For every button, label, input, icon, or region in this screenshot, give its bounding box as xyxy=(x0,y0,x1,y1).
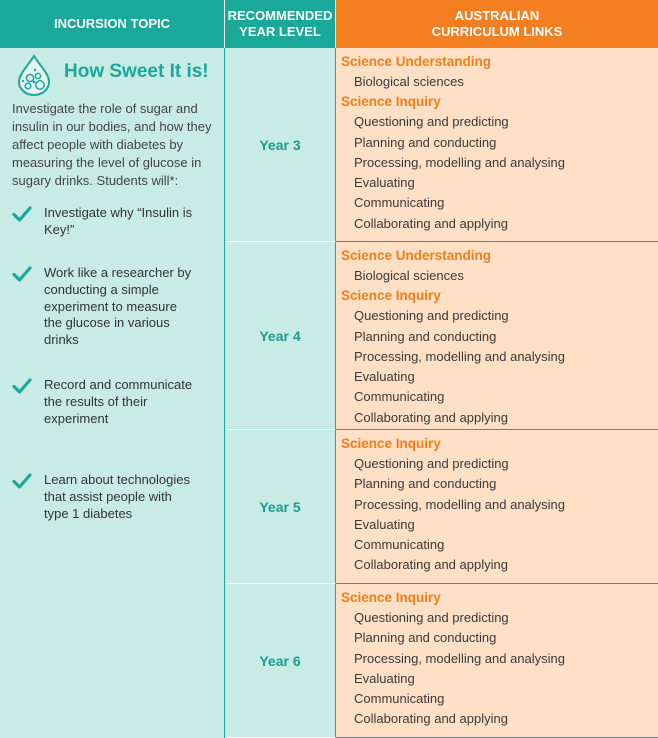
links-cell-4 xyxy=(336,242,658,430)
curriculum-item: Collaborating and applying xyxy=(354,711,508,727)
curriculum-item: Biological sciences xyxy=(354,268,464,283)
header-year-line2: YEAR LEVEL xyxy=(239,24,321,39)
links-cell-3 xyxy=(336,48,658,242)
year-cell-4 xyxy=(225,242,336,430)
curriculum-item: Collaborating and applying xyxy=(354,215,508,231)
curriculum-item: Questioning and predicting xyxy=(354,308,509,324)
bullet-text: Investigate why “Insulin is Key!” xyxy=(44,205,193,237)
curriculum-item: Communicating xyxy=(354,691,445,707)
curriculum-item: Evaluating xyxy=(354,670,415,686)
bullet-text: Work like a researcher by conducting a simple experiment to measure the glucose in various drinks xyxy=(44,265,192,348)
curriculum-item: Planning and conducting xyxy=(354,328,497,344)
section-heading-understanding: Science Understanding xyxy=(341,54,492,69)
checkmark-icon xyxy=(12,205,32,223)
curriculum-item: Planning and conducting xyxy=(354,476,497,492)
links-cell-6 xyxy=(336,584,658,738)
section-heading-inquiry: Science Inquiry xyxy=(341,436,441,451)
checkmark-icon xyxy=(12,472,32,490)
curriculum-item: Collaborating and applying xyxy=(354,409,508,425)
topic-title-row xyxy=(14,54,209,96)
curriculum-item: Processing, modelling and analysing xyxy=(354,154,566,170)
curriculum-item: Processing, modelling and analysing xyxy=(354,348,566,364)
year-cell-5 xyxy=(225,430,336,584)
section-heading-understanding: Science Understanding xyxy=(341,248,492,263)
curriculum-item: Evaluating xyxy=(354,516,415,532)
header-topic-label: INCURSION TOPIC xyxy=(53,16,171,31)
checkmark-icon xyxy=(12,377,32,395)
glucose-drop-icon xyxy=(14,54,54,96)
year-cell-6 xyxy=(225,584,336,738)
year-label: Year 4 xyxy=(259,327,301,344)
links-cell-5 xyxy=(336,430,658,584)
curriculum-item: Questioning and predicting xyxy=(354,114,509,130)
year-label: Year 5 xyxy=(259,498,301,515)
year-cell-3 xyxy=(225,48,336,242)
topic-title: How Sweet It is! xyxy=(64,61,209,82)
curriculum-item: Processing, modelling and analysing xyxy=(354,650,566,666)
curriculum-item: Biological sciences xyxy=(354,74,464,89)
curriculum-item: Evaluating xyxy=(354,175,415,191)
section-heading-inquiry: Science Inquiry xyxy=(341,288,441,304)
curriculum-item: Communicating xyxy=(354,537,445,553)
header-incursion-topic xyxy=(0,0,225,48)
section-heading-inquiry: Science Inquiry xyxy=(341,94,441,110)
header-year-level xyxy=(225,0,336,48)
header-links-line2: CURRICULUM LINKS xyxy=(431,24,563,39)
bullet-text: Record and communicate the results of their experiment xyxy=(44,377,193,426)
curriculum-item: Planning and conducting xyxy=(354,630,497,646)
curriculum-item: Processing, modelling and analysing xyxy=(354,496,566,512)
header-curriculum-links xyxy=(336,0,658,48)
checkmark-icon xyxy=(12,265,32,283)
year-label: Year 6 xyxy=(259,652,301,669)
section-heading-inquiry: Science Inquiry xyxy=(341,590,441,605)
curriculum-item: Evaluating xyxy=(354,369,415,385)
bullet-text: Learn about technologies that assist people with type 1 diabetes xyxy=(44,472,191,521)
curriculum-item: Planning and conducting xyxy=(354,134,497,150)
curriculum-item: Communicating xyxy=(354,195,445,211)
curriculum-item: Questioning and predicting xyxy=(354,456,509,471)
curriculum-item: Communicating xyxy=(354,389,445,405)
curriculum-item: Collaborating and applying xyxy=(354,557,508,573)
year-label: Year 3 xyxy=(259,136,301,153)
curriculum-item: Questioning and predicting xyxy=(354,610,509,625)
header-links-line1: AUSTRALIAN xyxy=(454,8,540,23)
header-year-line1: RECOMMENDED xyxy=(227,8,333,23)
topic-intro: Investigate the role of sugar and insulin in our bodies, and how they affect people with diabetes by measuring the level of glucose in sugary drinks. Students will*: xyxy=(12,101,212,188)
